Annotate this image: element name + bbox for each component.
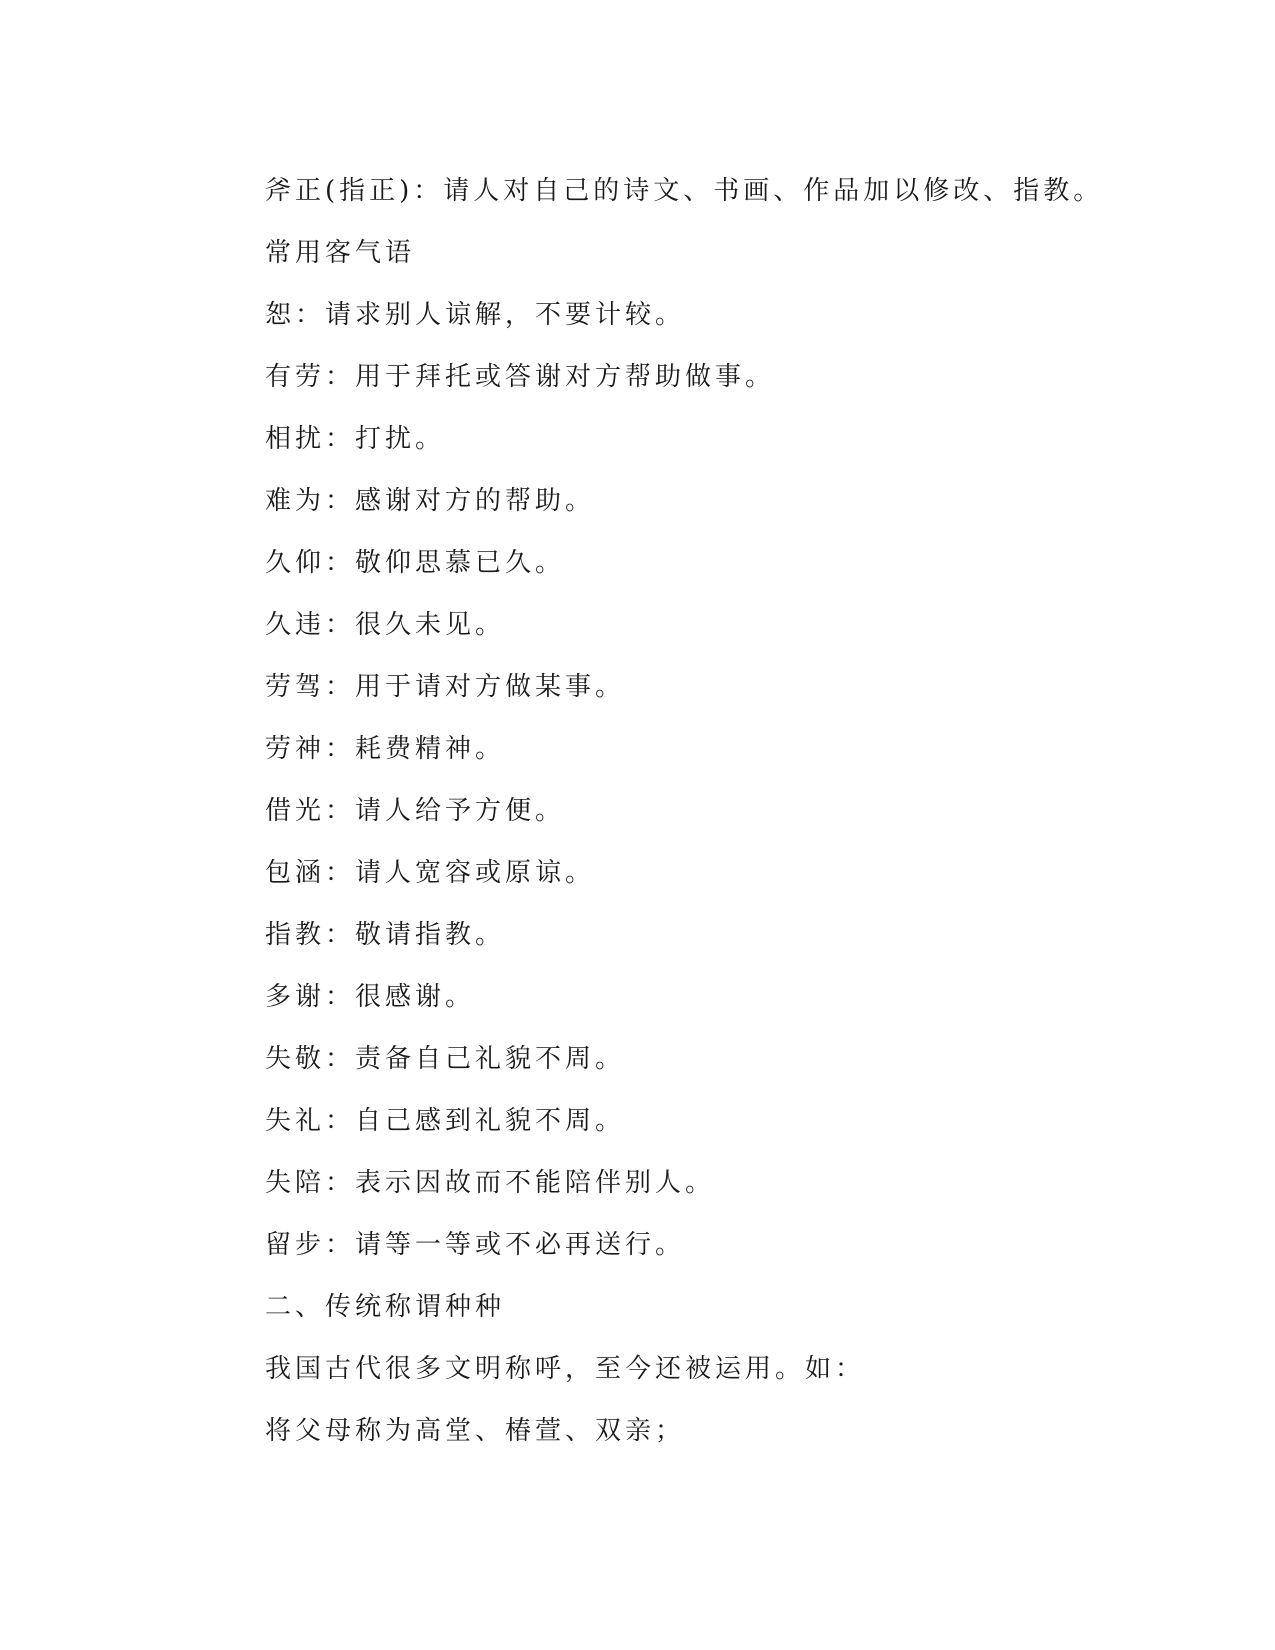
section-heading: 二、传统称谓种种 — [265, 1292, 506, 1322]
text-line: 相扰：打扰。 — [265, 424, 446, 454]
text-line: 失礼：自己感到礼貌不周。 — [265, 1106, 626, 1136]
text-line: 包涵：请人宽容或原谅。 — [265, 858, 596, 888]
text-line: 我国古代很多文明称呼，至今还被运用。如： — [265, 1354, 866, 1384]
text-line: 久违：很久未见。 — [265, 610, 506, 640]
text-line: 将父母称为高堂、椿萱、双亲； — [265, 1416, 686, 1446]
text-line: 有劳：用于拜托或答谢对方帮助做事。 — [265, 362, 776, 392]
document-body — [265, 160, 1145, 1462]
text-line: 失陪：表示因故而不能陪伴别人。 — [265, 1168, 716, 1198]
text-line: 指教：敬请指教。 — [265, 920, 506, 950]
text-line: 劳驾：用于请对方做某事。 — [265, 672, 626, 702]
section-heading: 常用客气语 — [265, 238, 416, 268]
text-line: 多谢：很感谢。 — [265, 982, 476, 1012]
text-line: 失敬：责备自己礼貌不周。 — [265, 1044, 626, 1074]
text-line: 劳神：耗费精神。 — [265, 734, 506, 764]
text-line: 难为：感谢对方的帮助。 — [265, 486, 596, 516]
text-line: 久仰：敬仰思慕已久。 — [265, 548, 566, 578]
text-line: 恕：请求别人谅解，不要计较。 — [265, 300, 686, 330]
text-line: 借光：请人给予方便。 — [265, 796, 566, 826]
text-line: 斧正(指正)：请人对自己的诗文、书画、作品加以修改、指教。 — [265, 176, 1104, 206]
text-line: 留步：请等一等或不必再送行。 — [265, 1230, 686, 1260]
